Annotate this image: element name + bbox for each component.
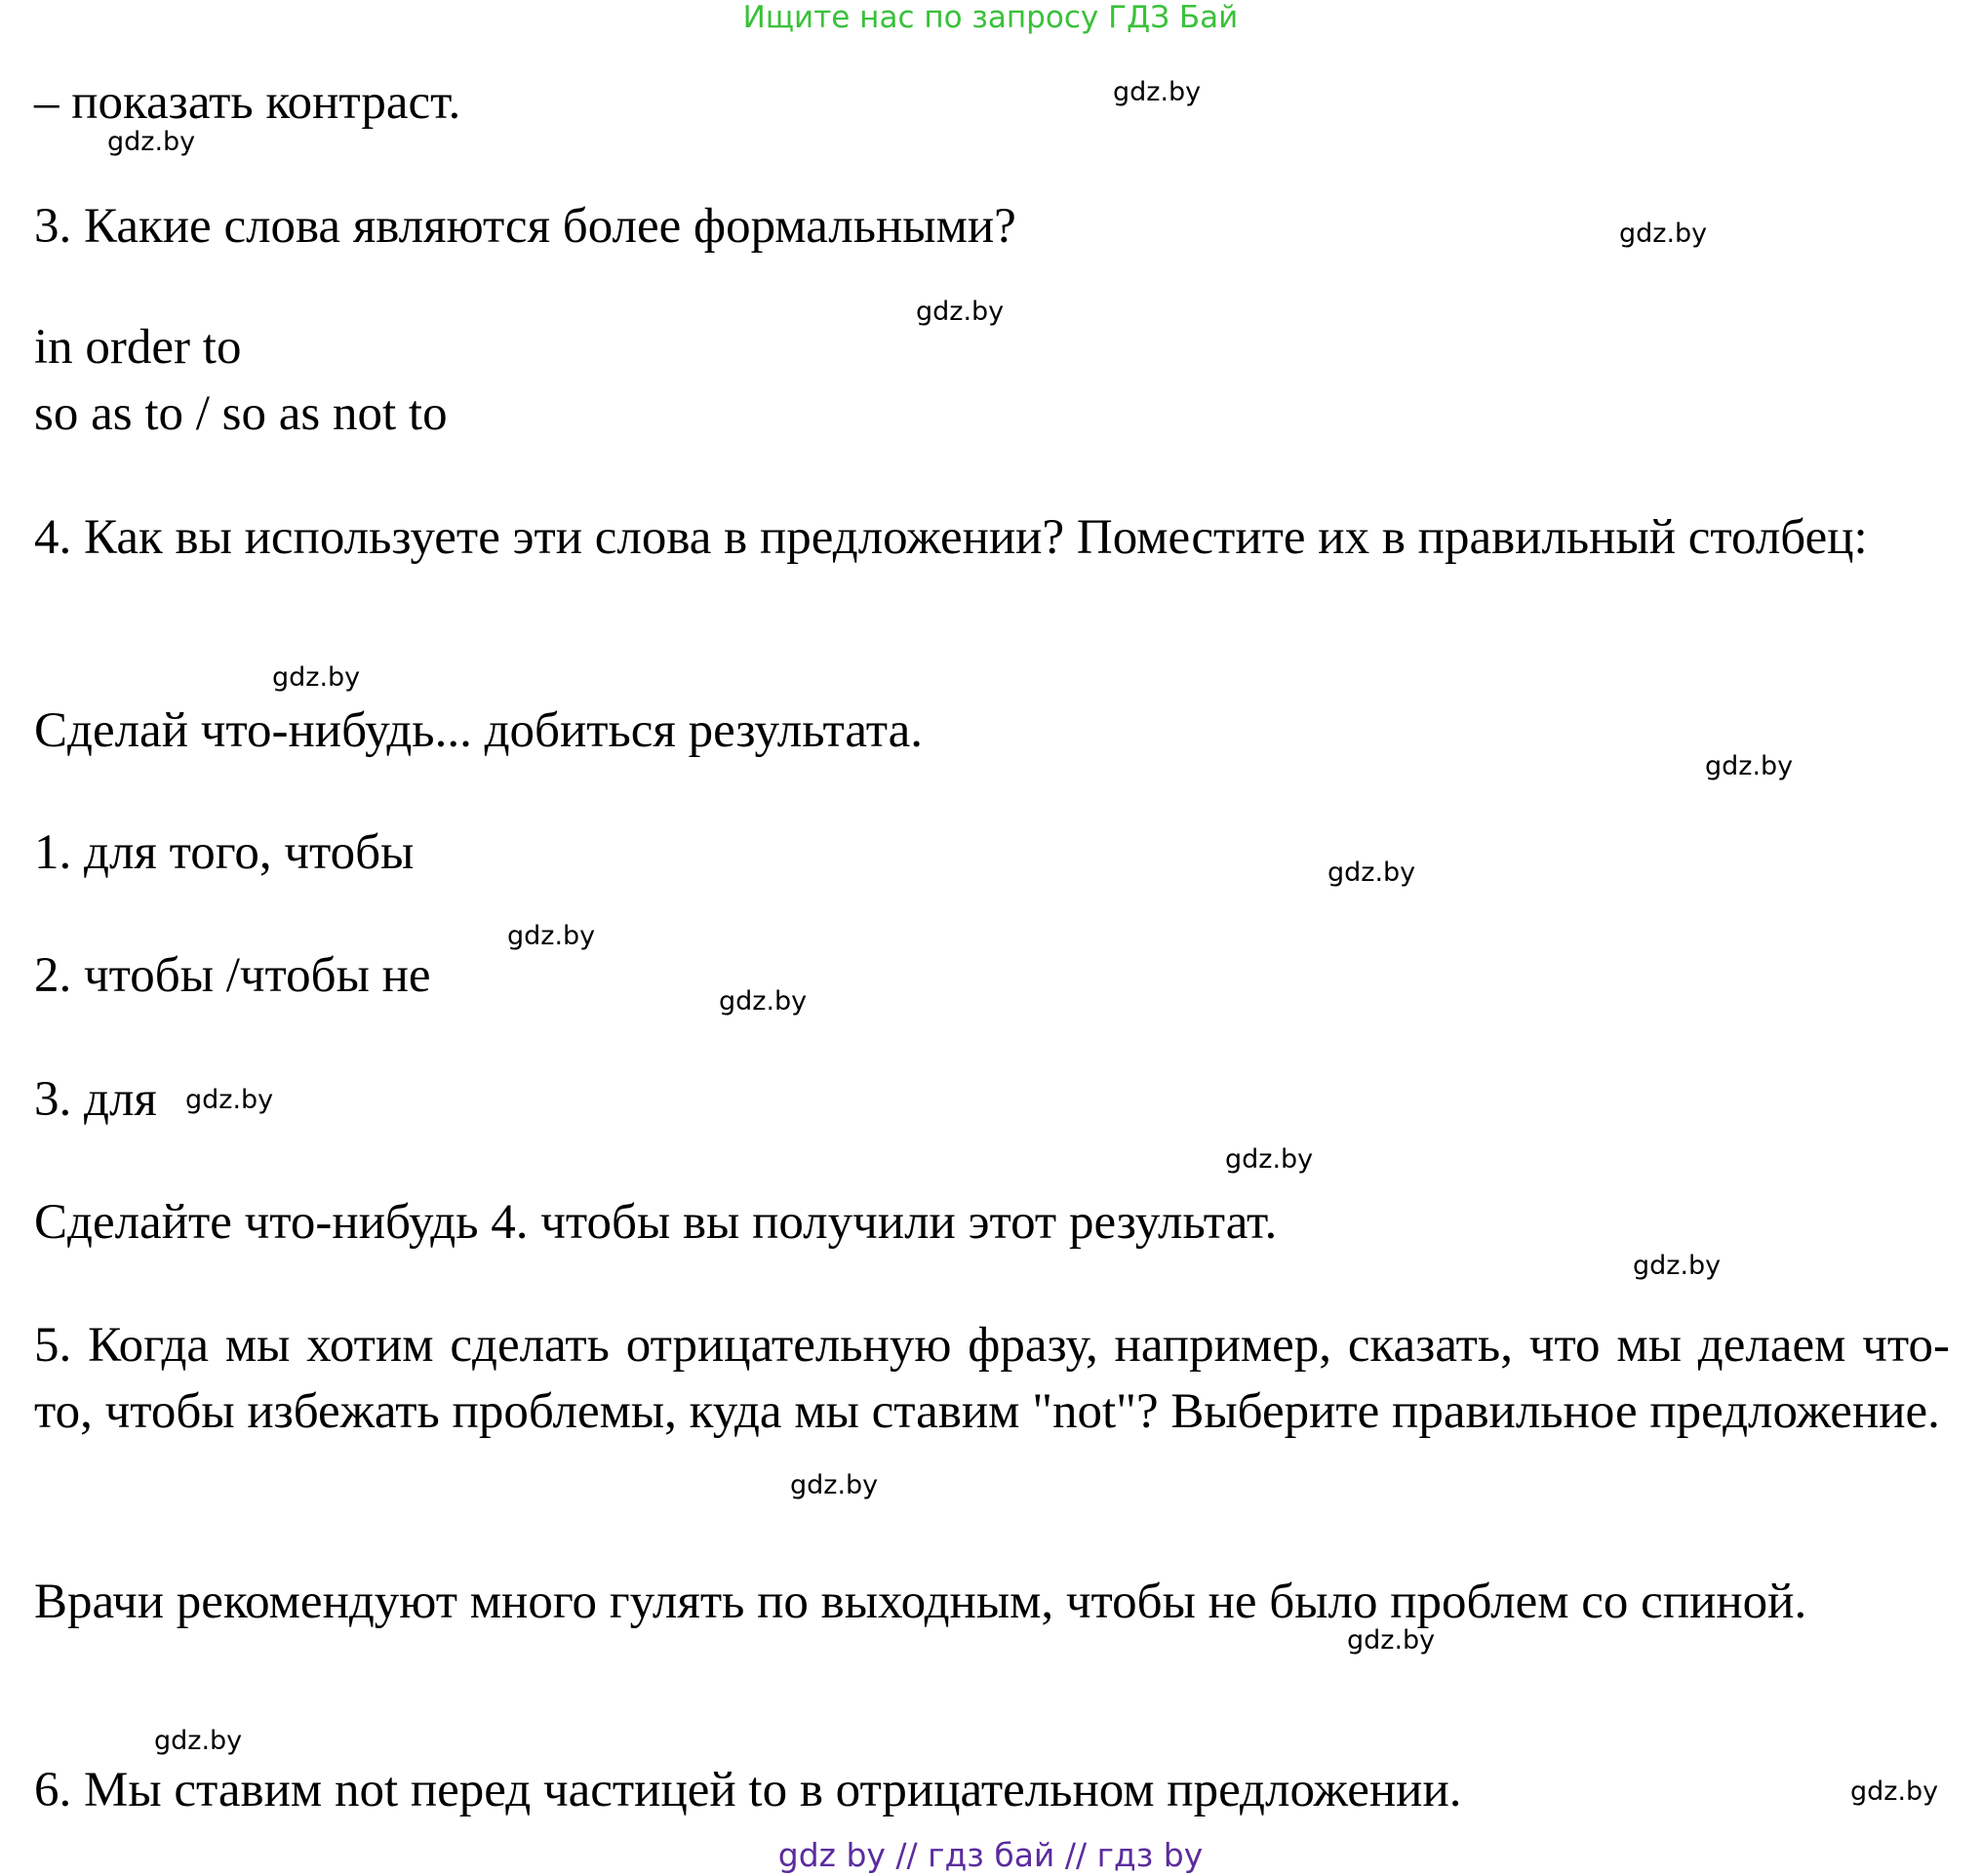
question-5: 5. Когда мы хотим сделать отрицательную фразу, например, сказать, что мы делаем что-то, чтобы избежать проблемы, куда мы ставим "not"? Выберите правильное предложение. [34, 1318, 1950, 1439]
column-2-line: Сделайте что-нибудь 4. чтобы вы получили этот результат. [34, 1195, 1278, 1250]
question-3: 3. Какие слова являются более формальными? [34, 199, 1016, 254]
list-item-2: 2. чтобы /чтобы не [34, 948, 431, 1003]
answer-5: Врачи рекомендуют много гулять по выходным, чтобы не было проблем со спиной. [34, 1575, 1807, 1629]
watermark: gdz.by [916, 297, 1005, 327]
column-1-heading: Сделай что-нибудь... добиться результата. [34, 703, 924, 758]
watermark: gdz.by [1113, 77, 1202, 107]
watermark: gdz.by [185, 1085, 274, 1115]
watermark: gdz.by [507, 921, 596, 951]
question-6: 6. Мы ставим not перед частицей to в отрицательном предложении. [34, 1763, 1462, 1817]
list-item-3: 3. для [34, 1072, 157, 1127]
answer-so-as-to: so as to / so as not to [34, 386, 448, 441]
watermark: gdz.by [154, 1726, 243, 1756]
footer-links[interactable]: gdz by // гдз бай // гдз by [777, 1836, 1204, 1874]
watermark: gdz.by [107, 127, 196, 157]
watermark: gdz.by [1225, 1144, 1314, 1175]
contrast-line: – показать контраст. [34, 75, 461, 130]
watermark: gdz.by [1619, 219, 1708, 249]
search-hint-banner: Ищите нас по запросу ГДЗ Бай [742, 0, 1239, 35]
watermark: gdz.by [1633, 1251, 1722, 1281]
list-item-1: 1. для того, чтобы [34, 825, 415, 880]
watermark: gdz.by [1850, 1776, 1939, 1807]
watermark: gdz.by [1705, 751, 1794, 781]
watermark: gdz.by [719, 986, 808, 1017]
watermark: gdz.by [1327, 858, 1416, 888]
answer-in-order-to: in order to [34, 320, 242, 375]
watermark: gdz.by [1347, 1625, 1436, 1656]
question-4: 4. Как вы используете эти слова в предложении? Поместите их в правильный столбец: [34, 510, 1868, 565]
watermark: gdz.by [790, 1470, 879, 1500]
watermark: gdz.by [272, 662, 361, 693]
